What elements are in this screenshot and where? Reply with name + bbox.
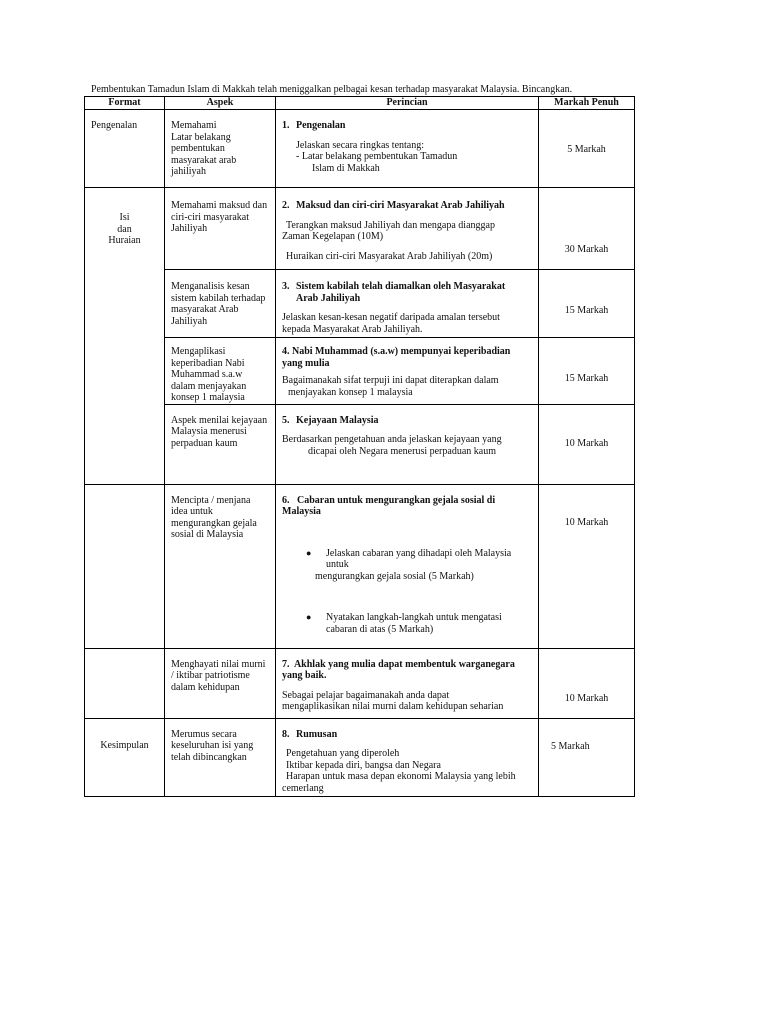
aspek-cell xyxy=(165,718,276,796)
detail-line: Iktibar kepada diri, bangsa dan Negara xyxy=(286,759,441,771)
item-title-cont: Malaysia xyxy=(282,506,321,517)
detail-line: Sebagai pelajar bagaimanakah anda dapat xyxy=(282,689,450,701)
markah-value: 10 Markah xyxy=(564,516,609,528)
detail-line: mengaplikasikan nilai murni dalam kehidupan seharian xyxy=(282,701,504,712)
aspek-cell xyxy=(165,338,276,405)
perincian-cell xyxy=(276,718,539,796)
table-row xyxy=(85,718,635,796)
aspek-text: Menganalisis kesan sistem kabilah terhadap masyarakat Arab Jahiliyah xyxy=(171,281,266,327)
markah-cell xyxy=(539,110,635,188)
bullet-icon: ● xyxy=(306,612,312,622)
detail-line: Terangkan maksud Jahiliyah dan mengapa dianggap xyxy=(286,219,495,231)
markah-cell xyxy=(539,338,635,405)
item-title: 2. Maksud dan ciri-ciri Masyarakat Arab Jahiliyah xyxy=(282,200,505,211)
table-row xyxy=(85,110,635,188)
perincian-cell xyxy=(276,188,539,270)
markah-cell xyxy=(539,270,635,338)
detail-line: Bagaimanakah sifat terpuji ini dapat diterapkan dalam xyxy=(282,375,499,386)
table-row xyxy=(85,648,635,718)
format-cell xyxy=(85,270,165,338)
table-row xyxy=(85,270,635,338)
table-row xyxy=(85,338,635,405)
format-kesimpulan: Kesimpulan xyxy=(100,739,149,751)
detail-line: Islam di Makkah xyxy=(312,162,380,174)
question-text: Pembentukan Tamadun Islam di Makkah telah meniggalkan pelbagai kesan terhadap masyarakat Malaysia. Bincangkan. xyxy=(91,84,573,95)
detail-line: Huraikan ciri-ciri Masyarakat Arab Jahiliyah (20m) xyxy=(286,250,493,262)
table-row xyxy=(85,484,635,648)
markah-value: 10 Markah xyxy=(564,692,609,704)
detail-line: Harapan untuk masa depan ekonomi Malaysia yang lebih xyxy=(286,771,516,782)
item-title: 7. Akhlak yang mulia dapat membentuk warganegara xyxy=(282,658,515,670)
markah-cell xyxy=(539,648,635,718)
detail-line: Pengetahuan yang diperoleh xyxy=(286,748,400,759)
bullet-icon: ● xyxy=(306,547,312,558)
markah-value: 5 Markah xyxy=(567,144,606,155)
markah-value: 5 Markah xyxy=(551,740,590,752)
aspek-cell xyxy=(165,110,276,188)
detail-line: menjayakan konsep 1 malaysia xyxy=(288,386,413,398)
table-row xyxy=(85,188,635,270)
aspek-cell xyxy=(165,484,276,648)
format-cell xyxy=(85,484,165,648)
aspek-text: Memahami maksud dan ciri-ciri masyarakat Jahiliyah xyxy=(171,200,268,234)
perincian-cell xyxy=(276,648,539,718)
detail-line: mengurangkan gejala sosial (5 Markah) xyxy=(315,570,474,582)
perincian-cell xyxy=(276,484,539,648)
detail-line: cemerlang xyxy=(282,782,324,794)
item-title-cont: yang baik. xyxy=(282,670,327,681)
perincian-cell xyxy=(276,270,539,338)
item-title: 1. Pengenalan xyxy=(282,120,346,131)
aspek-text: Mengaplikasi keperibadian Nabi Muhammad s.a.w dalam menjayakan konsep 1 malaysia xyxy=(171,346,247,403)
item-title-cont: yang mulia xyxy=(282,357,330,369)
perincian-cell xyxy=(276,338,539,405)
detail-line: kepada Masyarakat Arab Jahiliyah. xyxy=(282,323,423,335)
detail-line: Berdasarkan pengetahuan anda jelaskan kejayaan yang xyxy=(282,434,502,445)
aspek-cell xyxy=(165,648,276,718)
item-title: 4. Nabi Muhammad (s.a.w) mempunyai keperibadian xyxy=(282,346,511,357)
detail-line: Jelaskan secara ringkas tentang: xyxy=(296,139,425,151)
table-row xyxy=(85,404,635,484)
item-title-cont: Arab Jahiliyah xyxy=(296,292,361,304)
markah-cell xyxy=(539,188,635,270)
perincian-cell xyxy=(276,110,539,188)
header-format: Format xyxy=(85,97,165,110)
perincian-cell xyxy=(276,404,539,484)
format-cell xyxy=(85,648,165,718)
aspek-text: Menghayati nilai murni / iktibar patriotisme dalam kehidupan xyxy=(171,658,266,693)
aspek-text: Memahami Latar belakang pembentukan masyarakat arab jahiliyah xyxy=(171,120,237,177)
format-cell xyxy=(85,718,165,796)
format-cell xyxy=(85,188,165,270)
header-perincian: Perincian xyxy=(276,97,539,110)
aspek-cell xyxy=(165,188,276,270)
item-title: 3. Sistem kabilah telah diamalkan oleh Masyarakat xyxy=(282,281,506,292)
header-aspek: Aspek xyxy=(165,97,276,110)
format-cell xyxy=(85,404,165,484)
detail-line: - Latar belakang pembentukan Tamadun xyxy=(296,151,458,162)
markah-cell xyxy=(539,404,635,484)
markah-cell xyxy=(539,718,635,796)
detail-line: dicapai oleh Negara menerusi perpaduan kaum xyxy=(308,445,496,457)
aspek-text: Aspek menilai kejayaan Malaysia menerusi perpaduan kaum xyxy=(171,414,268,449)
aspek-cell xyxy=(165,404,276,484)
format-pengenalan: Pengenalan xyxy=(91,120,138,131)
table-header-row xyxy=(85,97,635,110)
detail-line: Jelaskan kesan-kesan negatif daripada amalan tersebut xyxy=(282,312,500,323)
format-cell xyxy=(85,110,165,188)
item-title: 5. Kejayaan Malaysia xyxy=(282,414,379,426)
format-cell xyxy=(85,338,165,405)
markah-value: 10 Markah xyxy=(564,437,609,449)
item-title: 6. Cabaran untuk mengurangkan gejala sosial di xyxy=(282,494,496,506)
format-isi-huraian: Isi dan Huraian xyxy=(108,212,141,246)
aspek-text: Mencipta / menjana idea untuk mengurangkan gejala sosial di Malaysia xyxy=(171,494,257,540)
markah-value: 30 Markah xyxy=(564,244,609,255)
markah-value: 15 Markah xyxy=(564,373,609,384)
bullet-item: ● Nyatakan langkah-langkah untuk mengatasi cabaran di atas (5 Markah) xyxy=(306,612,502,635)
aspek-text: Merumus secara keseluruhan isi yang telah dibincangkan xyxy=(171,728,254,763)
markah-cell xyxy=(539,484,635,648)
header-markah: Markah Penuh xyxy=(539,97,635,110)
aspek-cell xyxy=(165,270,276,338)
markah-value: 15 Markah xyxy=(564,305,609,316)
bullet-item: ● Jelaskan cabaran yang dihadapi oleh Malaysia untuk xyxy=(306,547,512,570)
rubric-table xyxy=(84,96,635,797)
item-title: 8. Rumusan xyxy=(282,728,338,740)
detail-line: Zaman Kegelapan (10M) xyxy=(282,231,384,242)
